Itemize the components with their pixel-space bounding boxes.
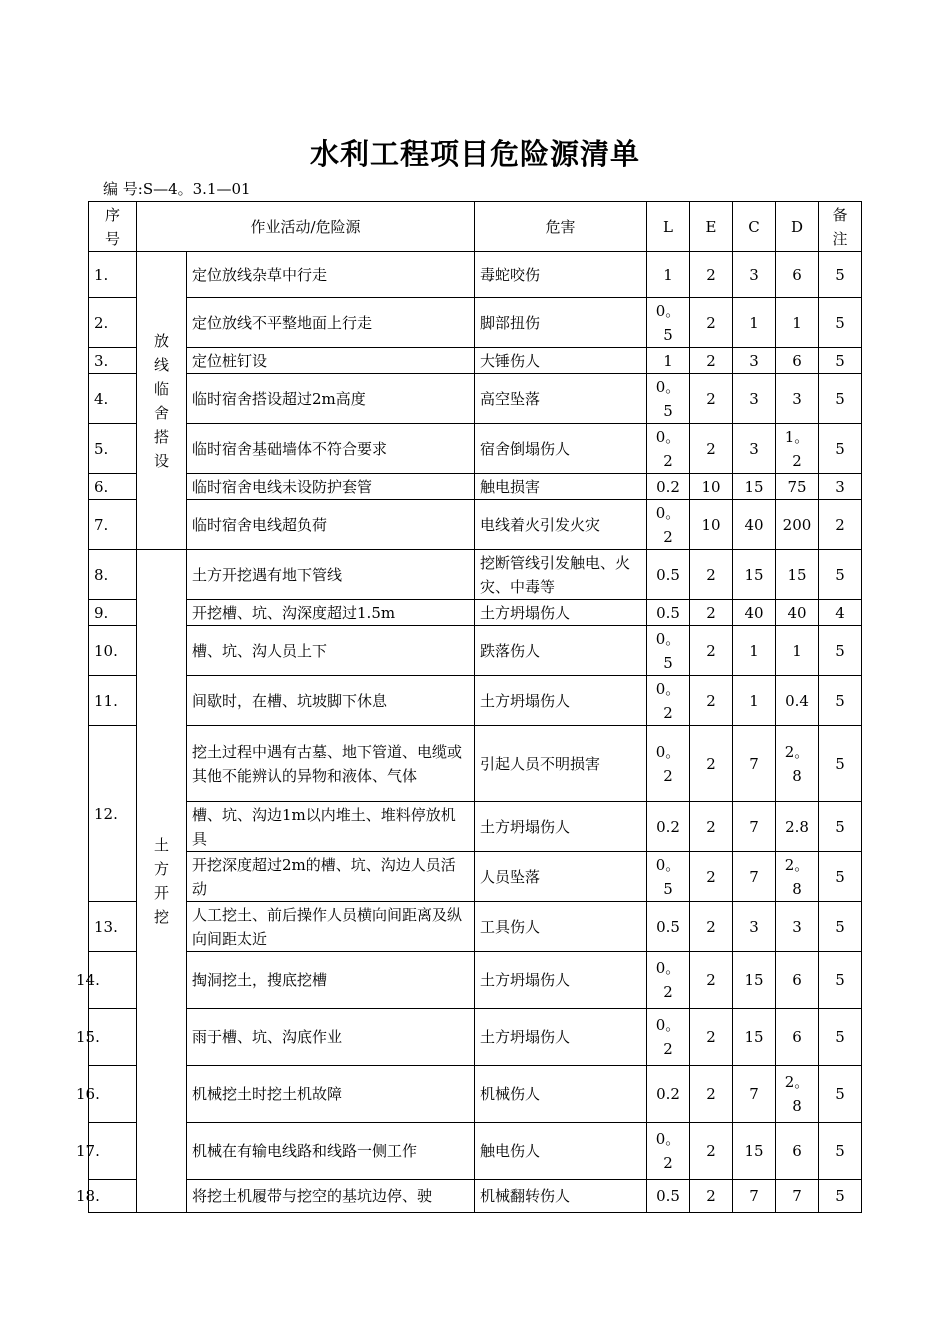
e-cell: 10 (690, 474, 733, 500)
c-cell: 40 (733, 600, 776, 626)
hazard-cell: 土方坍塌伤人 (475, 600, 647, 626)
l-cell: 0。2 (647, 1123, 690, 1180)
note-cell: 5 (819, 952, 862, 1009)
hazard-cell: 土方坍塌伤人 (475, 1009, 647, 1066)
note-cell: 5 (819, 802, 862, 852)
l-cell: 0。2 (647, 676, 690, 726)
row-number-text: 10. (94, 641, 118, 660)
row-number-text: 7. (94, 515, 109, 534)
group-label (137, 550, 187, 1213)
activity-cell: 临时宿舍电线未设防护套管 (187, 474, 475, 500)
d-cell: 15 (776, 550, 819, 600)
row-number (89, 726, 137, 902)
note-cell: 5 (819, 852, 862, 902)
note-cell: 5 (819, 348, 862, 374)
table-row (89, 550, 862, 600)
row-number (89, 550, 137, 600)
c-cell: 1 (733, 626, 776, 676)
header-l: L (647, 202, 690, 252)
d-cell: 1。2 (776, 424, 819, 474)
l-cell: 0。5 (647, 626, 690, 676)
c-cell: 15 (733, 1123, 776, 1180)
row-number-text: 18. (76, 1187, 100, 1205)
activity-cell: 间歇时，在槽、坑坡脚下休息 (187, 676, 475, 726)
hazard-cell: 土方坍塌伤人 (475, 676, 647, 726)
row-number (89, 252, 137, 298)
l-cell: 0。2 (647, 500, 690, 550)
row-number (89, 298, 137, 348)
d-cell: 2。8 (776, 1066, 819, 1123)
d-cell: 6 (776, 348, 819, 374)
c-cell: 7 (733, 1180, 776, 1213)
row-number-text: 14. (76, 971, 100, 989)
activity-cell: 开挖深度超过2m的槽、坑、沟边人员活动 (187, 852, 475, 902)
e-cell: 2 (690, 298, 733, 348)
e-cell: 2 (690, 676, 733, 726)
c-cell: 3 (733, 348, 776, 374)
c-cell: 7 (733, 1066, 776, 1123)
row-number-text: 8. (94, 565, 109, 584)
table-row (89, 600, 862, 626)
d-cell: 3 (776, 902, 819, 952)
header-seq (89, 202, 137, 252)
row-number (76, 1123, 137, 1180)
activity-cell: 槽、坑、沟人员上下 (187, 626, 475, 676)
hazard-cell: 工具伤人 (475, 902, 647, 952)
l-cell: 0.2 (647, 802, 690, 852)
d-cell: 2.8 (776, 802, 819, 852)
l-cell: 0。2 (647, 726, 690, 802)
c-cell: 7 (733, 726, 776, 802)
row-number-text: 12. (94, 804, 118, 823)
l-cell: 0。2 (647, 424, 690, 474)
row-number-text: 5. (94, 439, 109, 458)
d-cell: 6 (776, 1009, 819, 1066)
table-row (89, 902, 862, 952)
group-label-char: 舍 (153, 403, 169, 422)
e-cell: 2 (690, 952, 733, 1009)
header-seq-char: 号 (104, 229, 120, 248)
note-cell: 5 (819, 298, 862, 348)
e-cell: 2 (690, 550, 733, 600)
c-cell: 3 (733, 374, 776, 424)
d-cell: 40 (776, 600, 819, 626)
d-cell: 6 (776, 252, 819, 298)
header-note-char: 备 (832, 205, 848, 224)
l-cell: 0。2 (647, 952, 690, 1009)
table-row (89, 1180, 862, 1213)
e-cell: 2 (690, 802, 733, 852)
table-row (89, 1066, 862, 1123)
d-cell: 3 (776, 374, 819, 424)
hazard-cell: 人员坠落 (475, 852, 647, 902)
row-number-text: 16. (76, 1085, 100, 1103)
header-d: D (776, 202, 819, 252)
header-hazard: 危害 (475, 202, 647, 252)
group-label-char: 开 (153, 884, 169, 902)
table-row (89, 348, 862, 374)
l-cell: 1 (647, 348, 690, 374)
l-cell: 0。5 (647, 374, 690, 424)
e-cell: 2 (690, 600, 733, 626)
e-cell: 10 (690, 500, 733, 550)
activity-cell: 雨于槽、坑、沟底作业 (187, 1009, 475, 1066)
l-cell: 0.5 (647, 600, 690, 626)
document-title: 水利工程项目危险源清单 (309, 137, 640, 171)
group-label-char: 线 (153, 355, 169, 374)
note-cell: 2 (819, 500, 862, 550)
row-number (89, 500, 137, 550)
row-number-text: 6. (94, 477, 109, 496)
table-row (89, 852, 862, 902)
d-cell: 1 (776, 626, 819, 676)
hazard-cell: 土方坍塌伤人 (475, 802, 647, 852)
c-cell: 3 (733, 424, 776, 474)
activity-cell: 掏洞挖土，搜底挖槽 (187, 952, 475, 1009)
header-note (819, 202, 862, 252)
activity-cell: 定位放线不平整地面上行走 (187, 298, 475, 348)
table-row (89, 298, 862, 348)
table-header-row (89, 202, 862, 252)
row-number (76, 952, 137, 1009)
e-cell: 2 (690, 1066, 733, 1123)
activity-cell: 槽、坑、沟边1m以内堆土、堆料停放机具 (187, 802, 475, 852)
l-cell: 0.5 (647, 1180, 690, 1213)
table-row (89, 474, 862, 500)
note-cell: 5 (819, 676, 862, 726)
activity-cell: 土方开挖遇有地下管线 (187, 550, 475, 600)
c-cell: 3 (733, 252, 776, 298)
l-cell: 0.2 (647, 1066, 690, 1123)
c-cell: 15 (733, 952, 776, 1009)
row-number (89, 902, 137, 952)
activity-cell: 开挖槽、坑、沟深度超过1.5m (187, 600, 475, 626)
hazard-cell: 土方坍塌伤人 (475, 952, 647, 1009)
l-cell: 1 (647, 252, 690, 298)
group-label-char: 设 (153, 451, 169, 470)
row-number-text: 13. (94, 917, 118, 936)
row-number (89, 374, 137, 424)
row-number-text: 17. (76, 1142, 100, 1160)
table-row (89, 626, 862, 676)
table-row (89, 802, 862, 852)
row-number (89, 626, 137, 676)
note-cell: 5 (819, 550, 862, 600)
d-cell: 0.4 (776, 676, 819, 726)
hazard-cell: 电线着火引发火灾 (475, 500, 647, 550)
hazard-cell: 机械伤人 (475, 1066, 647, 1123)
hazard-cell: 跌落伤人 (475, 626, 647, 676)
row-number-text: 1. (94, 265, 109, 284)
header-note-char: 注 (832, 229, 848, 248)
d-cell: 2。8 (776, 726, 819, 802)
d-cell: 1 (776, 298, 819, 348)
document-number: 编 号:S—4。3.1—01 (103, 180, 251, 198)
activity-cell: 机械挖土时挖土机故障 (187, 1066, 475, 1123)
header-seq-char: 序 (104, 205, 120, 224)
note-cell: 5 (819, 726, 862, 802)
activity-cell: 定位放线杂草中行走 (187, 252, 475, 298)
activity-cell: 机械在有输电线路和线路一侧工作 (187, 1123, 475, 1180)
hazard-cell: 挖断管线引发触电、火灾、中毒等 (475, 550, 647, 600)
hazard-cell: 宿舍倒塌伤人 (475, 424, 647, 474)
table-row (89, 500, 862, 550)
group-label (137, 252, 187, 550)
d-cell: 75 (776, 474, 819, 500)
group-label-char: 挖 (153, 908, 169, 926)
e-cell: 2 (690, 374, 733, 424)
note-cell: 5 (819, 1009, 862, 1066)
c-cell: 7 (733, 802, 776, 852)
hazard-cell: 引起人员不明损害 (475, 726, 647, 802)
l-cell: 0。2 (647, 1009, 690, 1066)
group-label-char: 临 (153, 379, 169, 398)
activity-cell: 临时宿舍电线超负荷 (187, 500, 475, 550)
note-cell: 3 (819, 474, 862, 500)
l-cell: 0.2 (647, 474, 690, 500)
c-cell: 40 (733, 500, 776, 550)
header-activity: 作业活动/危险源 (137, 202, 475, 252)
note-cell: 5 (819, 374, 862, 424)
row-number-text: 11. (94, 691, 118, 710)
note-cell: 5 (819, 902, 862, 952)
row-number (89, 600, 137, 626)
table-row (89, 676, 862, 726)
e-cell: 2 (690, 252, 733, 298)
c-cell: 15 (733, 550, 776, 600)
d-cell: 2。8 (776, 852, 819, 902)
row-number (76, 1066, 137, 1123)
note-cell: 4 (819, 600, 862, 626)
hazard-cell: 脚部扭伤 (475, 298, 647, 348)
table-row (89, 952, 862, 1009)
row-number (89, 424, 137, 474)
hazard-table (76, 201, 862, 1213)
activity-cell: 定位桩钉设 (187, 348, 475, 374)
c-cell: 15 (733, 474, 776, 500)
activity-cell: 临时宿舍基础墙体不符合要求 (187, 424, 475, 474)
e-cell: 2 (690, 726, 733, 802)
table-row (89, 424, 862, 474)
header-c: C (733, 202, 776, 252)
hazard-cell: 大锤伤人 (475, 348, 647, 374)
note-cell: 5 (819, 424, 862, 474)
row-number-text: 3. (94, 351, 109, 370)
d-cell: 7 (776, 1180, 819, 1213)
d-cell: 6 (776, 1123, 819, 1180)
e-cell: 2 (690, 1009, 733, 1066)
note-cell: 5 (819, 1123, 862, 1180)
l-cell: 0。5 (647, 298, 690, 348)
d-cell: 200 (776, 500, 819, 550)
row-number (89, 676, 137, 726)
note-cell: 5 (819, 626, 862, 676)
table-row (89, 1009, 862, 1066)
e-cell: 2 (690, 902, 733, 952)
activity-cell: 人工挖土、前后操作人员横向间距离及纵向间距太近 (187, 902, 475, 952)
c-cell: 3 (733, 902, 776, 952)
table-row (89, 252, 862, 298)
group-label-char: 方 (153, 860, 169, 878)
l-cell: 0.5 (647, 902, 690, 952)
e-cell: 2 (690, 626, 733, 676)
hazard-cell: 触电伤人 (475, 1123, 647, 1180)
e-cell: 2 (690, 424, 733, 474)
row-number (76, 1180, 137, 1213)
l-cell: 0.5 (647, 550, 690, 600)
table-row (89, 374, 862, 424)
note-cell: 5 (819, 252, 862, 298)
header-e: E (690, 202, 733, 252)
e-cell: 2 (690, 1123, 733, 1180)
row-number-text: 15. (76, 1028, 100, 1046)
row-number (89, 348, 137, 374)
hazard-cell: 机械翻转伤人 (475, 1180, 647, 1213)
d-cell: 6 (776, 952, 819, 1009)
group-label-char: 搭 (153, 427, 169, 446)
hazard-cell: 触电损害 (475, 474, 647, 500)
e-cell: 2 (690, 852, 733, 902)
c-cell: 1 (733, 298, 776, 348)
e-cell: 2 (690, 1180, 733, 1213)
row-number-text: 4. (94, 389, 109, 408)
activity-cell: 挖土过程中遇有古墓、地下管道、电缆或其他不能辨认的异物和液体、气体 (187, 726, 475, 802)
c-cell: 7 (733, 852, 776, 902)
table-row (89, 726, 862, 802)
row-number (89, 474, 137, 500)
row-number (76, 1009, 137, 1066)
group-label-char: 土 (153, 836, 169, 854)
note-cell: 5 (819, 1066, 862, 1123)
l-cell: 0。5 (647, 852, 690, 902)
table-row (89, 1123, 862, 1180)
group-label-char: 放 (153, 331, 169, 350)
row-number-text: 9. (94, 603, 109, 622)
activity-cell: 将挖土机履带与挖空的基坑边停、驶 (187, 1180, 475, 1213)
e-cell: 2 (690, 348, 733, 374)
row-number-text: 2. (94, 313, 109, 332)
c-cell: 15 (733, 1009, 776, 1066)
activity-cell: 临时宿舍搭设超过2m高度 (187, 374, 475, 424)
hazard-cell: 高空坠落 (475, 374, 647, 424)
c-cell: 1 (733, 676, 776, 726)
note-cell: 5 (819, 1180, 862, 1213)
hazard-cell: 毒蛇咬伤 (475, 252, 647, 298)
